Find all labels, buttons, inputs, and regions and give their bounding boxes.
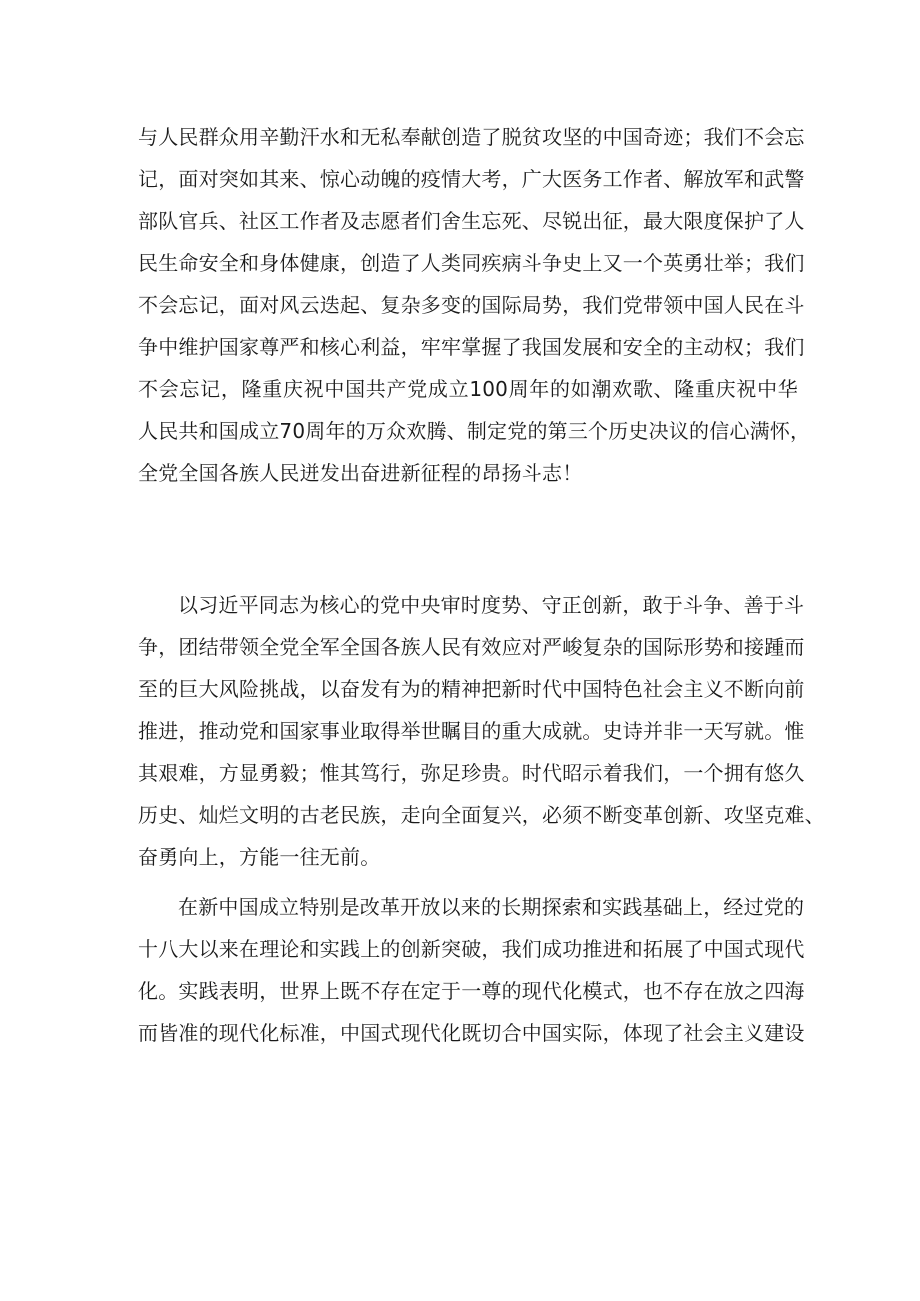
paragraph-3 (138, 886, 805, 1054)
text-line: 其艰难，方显勇毅；惟其笃行，弥足珍贵。时代昭示着我们，一个拥有悠久 (138, 761, 805, 785)
text-line: 推进，推动党和国家事业取得举世瞩目的重大成就。史诗并非一天写就。惟 (138, 719, 805, 743)
text-line: 而皆准的现代化标准，中国式现代化既切合中国实际，体现了社会主义建设 (138, 1021, 805, 1045)
text-line: 争中维护国家尊严和核心利益，牢牢掌握了我国发展和安全的主动权；我们 (138, 335, 805, 359)
text-line: 十八大以来在理论和实践上的创新突破，我们成功推进和拓展了中国式现代 (138, 937, 805, 961)
text-line: 以习近平同志为核心的党中央审时度势、守正创新，敢于斗争、善于斗 (178, 593, 805, 617)
text-line: 至的巨大风险挑战，以奋发有为的精神把新时代中国特色社会主义不断向前 (138, 677, 805, 701)
text-line: 民生命安全和身体健康，创造了人类同疾病斗争史上又一个英勇壮举；我们 (138, 251, 805, 275)
text-line: 不会忘记，面对风云迭起、复杂多变的国际局势，我们党带领中国人民在斗 (138, 293, 805, 317)
text-line: 历史、灿烂文明的古老民族，走向全面复兴，必须不断变革创新、攻坚克难、 (138, 803, 825, 827)
text-line: 人民共和国成立70周年的万众欢腾、制定党的第三个历史决议的信心满怀， (138, 419, 811, 443)
text-line: 不会忘记，隆重庆祝中国共产党成立100周年的如潮欢歌、隆重庆祝中华 (138, 377, 798, 401)
text-line: 化。实践表明，世界上既不存在定于一尊的现代化模式，也不存在放之四海 (138, 979, 805, 1003)
text-line: 争，团结带领全党全军全国各族人民有效应对严峻复杂的国际形势和接踵而 (138, 635, 805, 659)
text-line: 在新中国成立特别是改革开放以来的长期探索和实践基础上，经过党的 (178, 895, 805, 919)
text-line: 记，面对突如其来、惊心动魄的疫情大考，广大医务工作者、解放军和武警 (138, 167, 805, 191)
text-line: 全党全国各族人民迸发出奋进新征程的昂扬斗志！ (138, 461, 583, 485)
text-line: 部队官兵、社区工作者及志愿者们舍生忘死、尽锐出征，最大限度保护了人 (138, 209, 805, 233)
text-line: 奋勇向上，方能一往无前。 (138, 845, 381, 869)
text-line: 与人民群众用辛勤汗水和无私奉献创造了脱贫攻坚的中国奇迹；我们不会忘 (138, 125, 805, 149)
paragraph-2 (138, 584, 825, 878)
paragraph-1 (138, 116, 811, 494)
